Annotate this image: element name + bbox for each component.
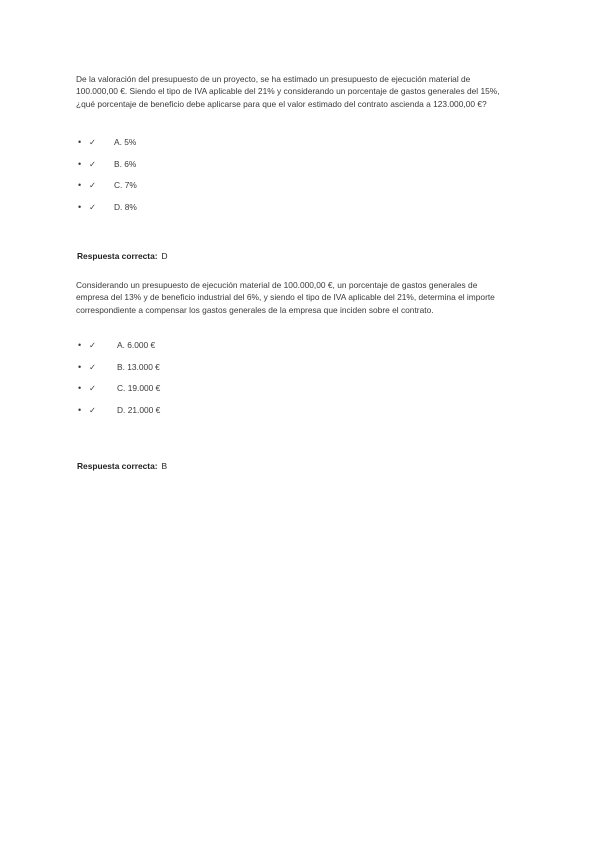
question-2-text: Considerando un presupuesto de ejecución material de 100.000,00 €, un porcentaje de gastos generales de empresa del 13% y de beneficio industrial del 6%, y siendo el tipo de IVA aplicable del 21%, determina el importe correspondiente a compensar los gastos generales de la empresa que inciden sobre el contrato.: [76, 280, 495, 315]
bullet-icon: •: [78, 340, 82, 350]
answer-value: B: [161, 461, 168, 471]
checkmark-icon: ✓: [89, 137, 97, 147]
answer-2: [77, 460, 167, 472]
option-label: B. 13.000 €: [117, 361, 160, 372]
checkmark-icon: ✓: [89, 383, 97, 393]
checkmark-icon: ✓: [89, 404, 97, 415]
option-label: D. 8%: [114, 201, 137, 212]
checkmark-icon: ✓: [89, 361, 97, 372]
checkmark-icon: ✓: [89, 201, 97, 212]
bullet-icon: •: [78, 201, 82, 212]
bullet-icon: •: [78, 404, 82, 415]
bullet-icon: •: [78, 361, 82, 372]
option-label: A. 6.000 €: [117, 340, 156, 350]
checkmark-icon: ✓: [89, 340, 97, 350]
option-label: A. 5%: [114, 137, 137, 147]
bullet-icon: •: [78, 383, 82, 393]
bullet-icon: •: [78, 137, 82, 147]
answer-label: Respuesta correcta:: [77, 461, 158, 471]
question-1-text: De la valoración del presupuesto de un proyecto, se ha estimado un presupuesto de ejecución material de 100.000,00 €. Siendo el tipo de IVA aplicable del 21% y considerando un porcentaje de gastos generales del 15%, ¿qué porcentaje de beneficio debe aplicarse para que el valor estimado del contrato ascienda a 123.000,00 €?: [76, 74, 500, 109]
option-label: B. 6%: [114, 158, 137, 169]
option-label: C. 7%: [114, 180, 137, 190]
option-label: D. 21.000 €: [117, 404, 161, 415]
answer-1: [77, 250, 168, 262]
option-label: C. 19.000 €: [117, 383, 161, 393]
checkmark-icon: ✓: [89, 158, 97, 169]
answer-label: Respuesta correcta:: [77, 251, 158, 261]
bullet-icon: •: [78, 180, 82, 190]
answer-value: D: [161, 251, 168, 261]
checkmark-icon: ✓: [89, 180, 97, 190]
bullet-icon: •: [78, 158, 82, 169]
